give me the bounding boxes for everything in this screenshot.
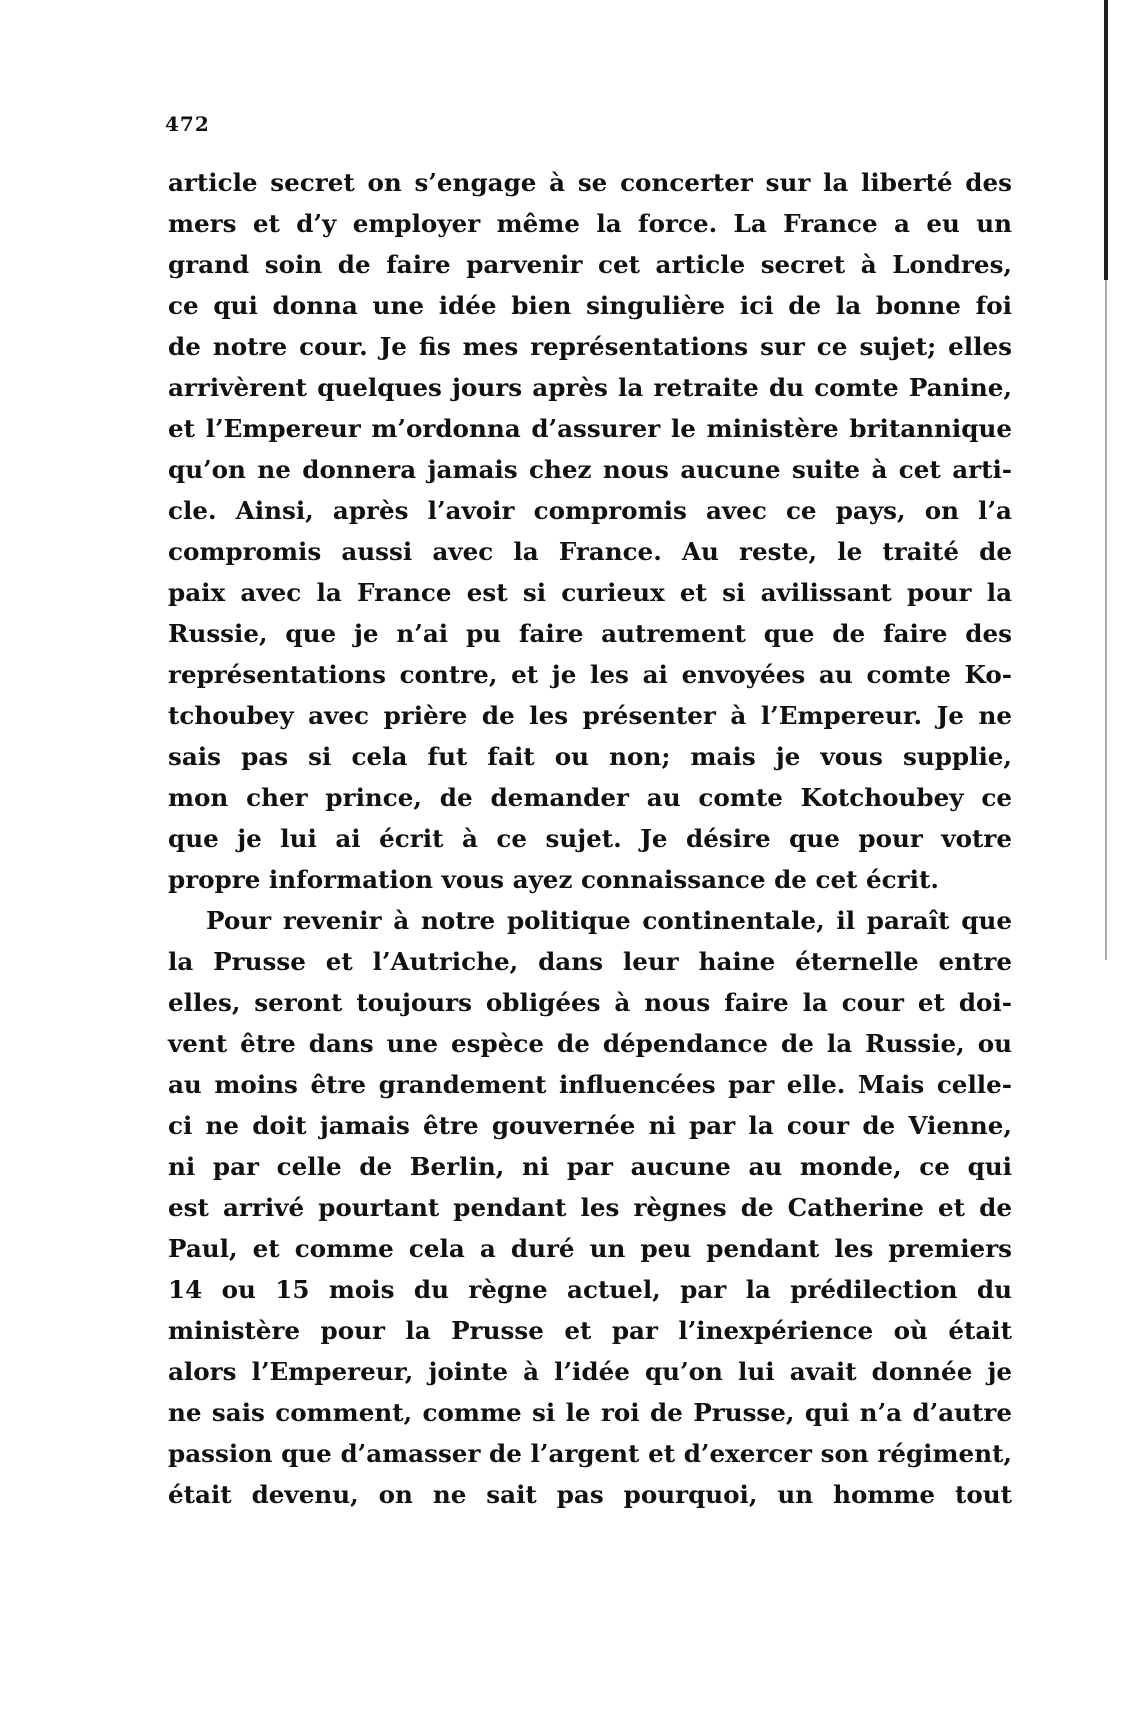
text-line: mers et d’y employer même la force. La France a eu un — [168, 209, 1012, 238]
text-line: 14 ou 15 mois du règne actuel, par la prédilection du — [168, 1275, 1012, 1304]
text-line: qu’on ne donnera jamais chez nous aucune suite à cet arti- — [168, 455, 1012, 484]
text-line: était devenu, on ne sait pas pourquoi, un homme tout — [168, 1480, 1012, 1509]
body-text — [168, 162, 1012, 1515]
text-line: sais pas si cela fut fait ou non; mais je vous supplie, — [168, 742, 1012, 771]
text-line: de notre cour. Je fis mes représentations sur ce sujet; elles — [168, 332, 1012, 361]
scan-edge-rule — [1104, 0, 1108, 280]
text-line: ministère pour la Prusse et par l’inexpérience où était — [168, 1316, 1012, 1345]
text-line: est arrivé pourtant pendant les règnes de Catherine et de — [168, 1193, 1012, 1222]
text-line: au moins être grandement influencées par elle. Mais celle- — [168, 1070, 1012, 1099]
text-line: mon cher prince, de demander au comte Kotchoubey ce — [168, 783, 1012, 812]
text-line: paix avec la France est si curieux et si avilissant pour la — [168, 578, 1012, 607]
scan-edge-rule-faint — [1105, 280, 1107, 960]
text-line: ni par celle de Berlin, ni par aucune au monde, ce qui — [168, 1152, 1012, 1181]
page-number: 472 — [165, 112, 210, 136]
text-line-paragraph-start: Pour revenir à notre politique continentale, il paraît que — [206, 906, 1012, 935]
text-line: ce qui donna une idée bien singulière ici de la bonne foi — [168, 291, 1012, 320]
text-line: compromis aussi avec la France. Au reste, le traité de — [168, 537, 1012, 566]
text-line: article secret on s’engage à se concerter sur la liberté des — [168, 168, 1012, 197]
text-line: Russie, que je n’ai pu faire autrement que de faire des — [168, 619, 1012, 648]
text-line: arrivèrent quelques jours après la retraite du comte Panine, — [168, 373, 1012, 402]
text-line: ne sais comment, comme si le roi de Prusse, qui n’a d’autre — [168, 1398, 1012, 1427]
text-line: ci ne doit jamais être gouvernée ni par la cour de Vienne, — [168, 1111, 1012, 1140]
text-line: vent être dans une espèce de dépendance de la Russie, ou — [168, 1029, 1012, 1058]
text-line-paragraph-end: propre information vous ayez connaissance de cet écrit. — [168, 865, 939, 894]
text-line: que je lui ai écrit à ce sujet. Je désire que pour votre — [168, 824, 1012, 853]
text-line: alors l’Empereur, jointe à l’idée qu’on lui avait donnée je — [168, 1357, 1012, 1386]
text-line: cle. Ainsi, après l’avoir compromis avec ce pays, on l’a — [168, 496, 1012, 525]
text-line: Paul, et comme cela a duré un peu pendant les premiers — [168, 1234, 1012, 1263]
text-line: passion que d’amasser de l’argent et d’exercer son régiment, — [168, 1439, 1012, 1468]
text-line: et l’Empereur m’ordonna d’assurer le ministère britannique — [168, 414, 1012, 443]
text-line: tchoubey avec prière de les présenter à l’Empereur. Je ne — [168, 701, 1012, 730]
text-line: la Prusse et l’Autriche, dans leur haine éternelle entre — [168, 947, 1012, 976]
text-line: représentations contre, et je les ai envoyées au comte Ko- — [168, 660, 1012, 689]
text-line: grand soin de faire parvenir cet article secret à Londres, — [168, 250, 1012, 279]
text-line: elles, seront toujours obligées à nous faire la cour et doi- — [168, 988, 1012, 1017]
